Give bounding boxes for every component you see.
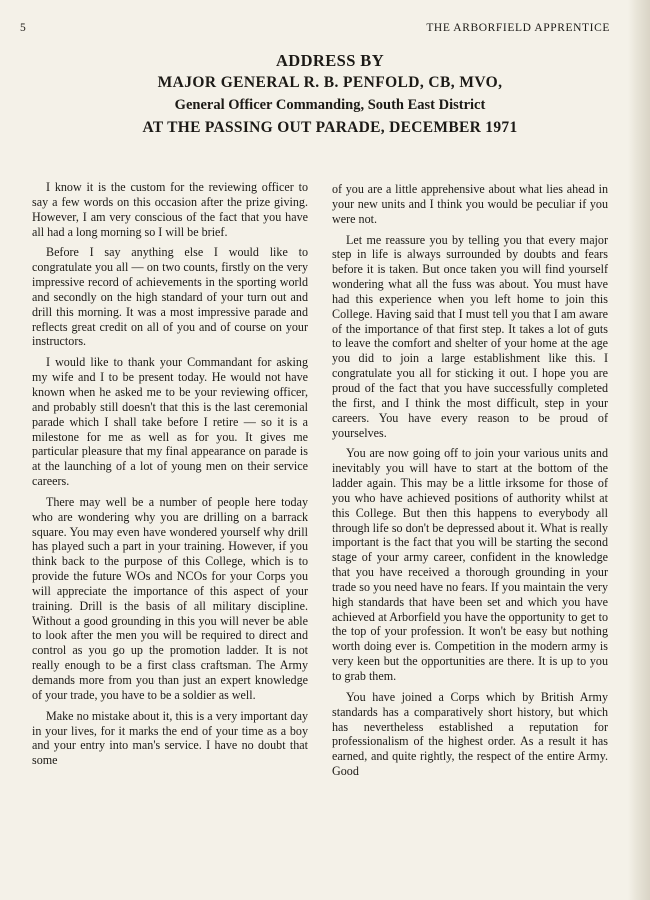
paragraph: You are now going off to join your various units and inevitably you will have to start at the bottom of the ladder again. This may be a little irksome for those of you who have achieved positions of authority whilst at this College. But then this happens to everybody all through life so don't be depressed about it. What is really important is the fact that you will be starting the second stage of your army career, confident in the knowledge that you have received a thorough grounding in your trade so you need have no fears. If you maintain the very high standards that have been set and which you have achieved at Arborfield you have the opportunity to get to the top of your profession. It won't be easy but nothing worth doing ever is. Competition in the modern army is very keen but the opportunities are there. It is up to you to grab them.	[332, 446, 608, 683]
paragraph: Before I say anything else I would like to congratulate you all — on two counts, firstly on the very impressive record of achievements in the sporting world and secondly on the high standard of your turn out and drill this morning. It was a most impressive parade and reflects great credit on all of you and of course on your instructors.	[32, 245, 308, 349]
paragraph: I would like to thank your Commandant for asking my wife and I to be present today. He would not have known when he asked me to be your reviewing officer, and probably still doesn't that this is the last ceremonial parade which I shall take before I retire — so it is a milestone for me as well as for you. It gives me particular pleasure that my final appearance on parade is at the launching of a lot of young men on their service careers.	[32, 355, 308, 489]
paragraph: I know it is the custom for the reviewing officer to say a few words on this occasion after the prize giving. However, I am very conscious of the fact that you have all had a long morning so I will be brief.	[32, 180, 308, 239]
journal-title: THE ARBORFIELD APPRENTICE	[426, 22, 610, 34]
page-number: 5	[20, 22, 27, 34]
paragraph-continuation: of you are a little apprehensive about what lies ahead in your new units and I think you would be peculiar if you were not.	[332, 182, 608, 226]
paragraph: You have joined a Corps which by British Army standards has a comparatively short history, but which has nevertheless established a reputation for professionalism of the highest order. As a result it has earned, and quite rightly, the respect of the entire Army. Good	[332, 689, 608, 779]
headline-speaker-role: General Officer Commanding, South East District	[174, 97, 486, 113]
headline-line-1: ADDRESS BY	[275, 51, 385, 70]
paragraph: There may well be a number of people here today who are wondering why you are drilling on a barrack square. You may even have wondered yourself why drill has played such a part in your training. However, if you think back to the purpose of this College, which is to provide the future WOs and NCOs for your Corps you will appreciate the importance of this aspect of your training. Drill is the basis of all military discipline. Without a good grounding in this you will never be able to look after the men you will be required to direct and control as you go up the promotion ladder. It is not really enough to be a first class craftsman. The Army demands more from you than just an expert knowledge of your trade, you have to be a soldier as well.	[32, 494, 308, 702]
headline-speaker: MAJOR GENERAL R. B. PENFOLD, CB, MVO,	[157, 74, 503, 91]
article-headline	[40, 50, 620, 140]
right-column	[332, 182, 608, 785]
running-head	[20, 22, 610, 38]
page-edge-shadow	[628, 0, 650, 900]
paragraph: Let me reassure you by telling you that every major step in life is always surrounded by doubts and fears before it is taken. But once taken you will find yourself wondering what all the fuss was about. You must have had this experience when you left home to join this College. Having said that I must tell you that I am aware of the importance of that first step. It takes a lot of guts to leave the comfort and shelter of your home at the age you did to join a large establishment like this. I congratulate you all for sticking it out. I hope you are proud of the fact that you have successfully completed the first, and I think the most difficult, step in your careers. You have every reason to be proud of yourselves.	[332, 232, 608, 440]
paragraph: Make no mistake about it, this is a very important day in your lives, for it marks the end of your time as a boy and your entry into man's service. I have no doubt that some	[32, 708, 308, 768]
left-column	[32, 180, 308, 774]
headline-occasion: AT THE PASSING OUT PARADE, DECEMBER 1971	[142, 119, 518, 136]
